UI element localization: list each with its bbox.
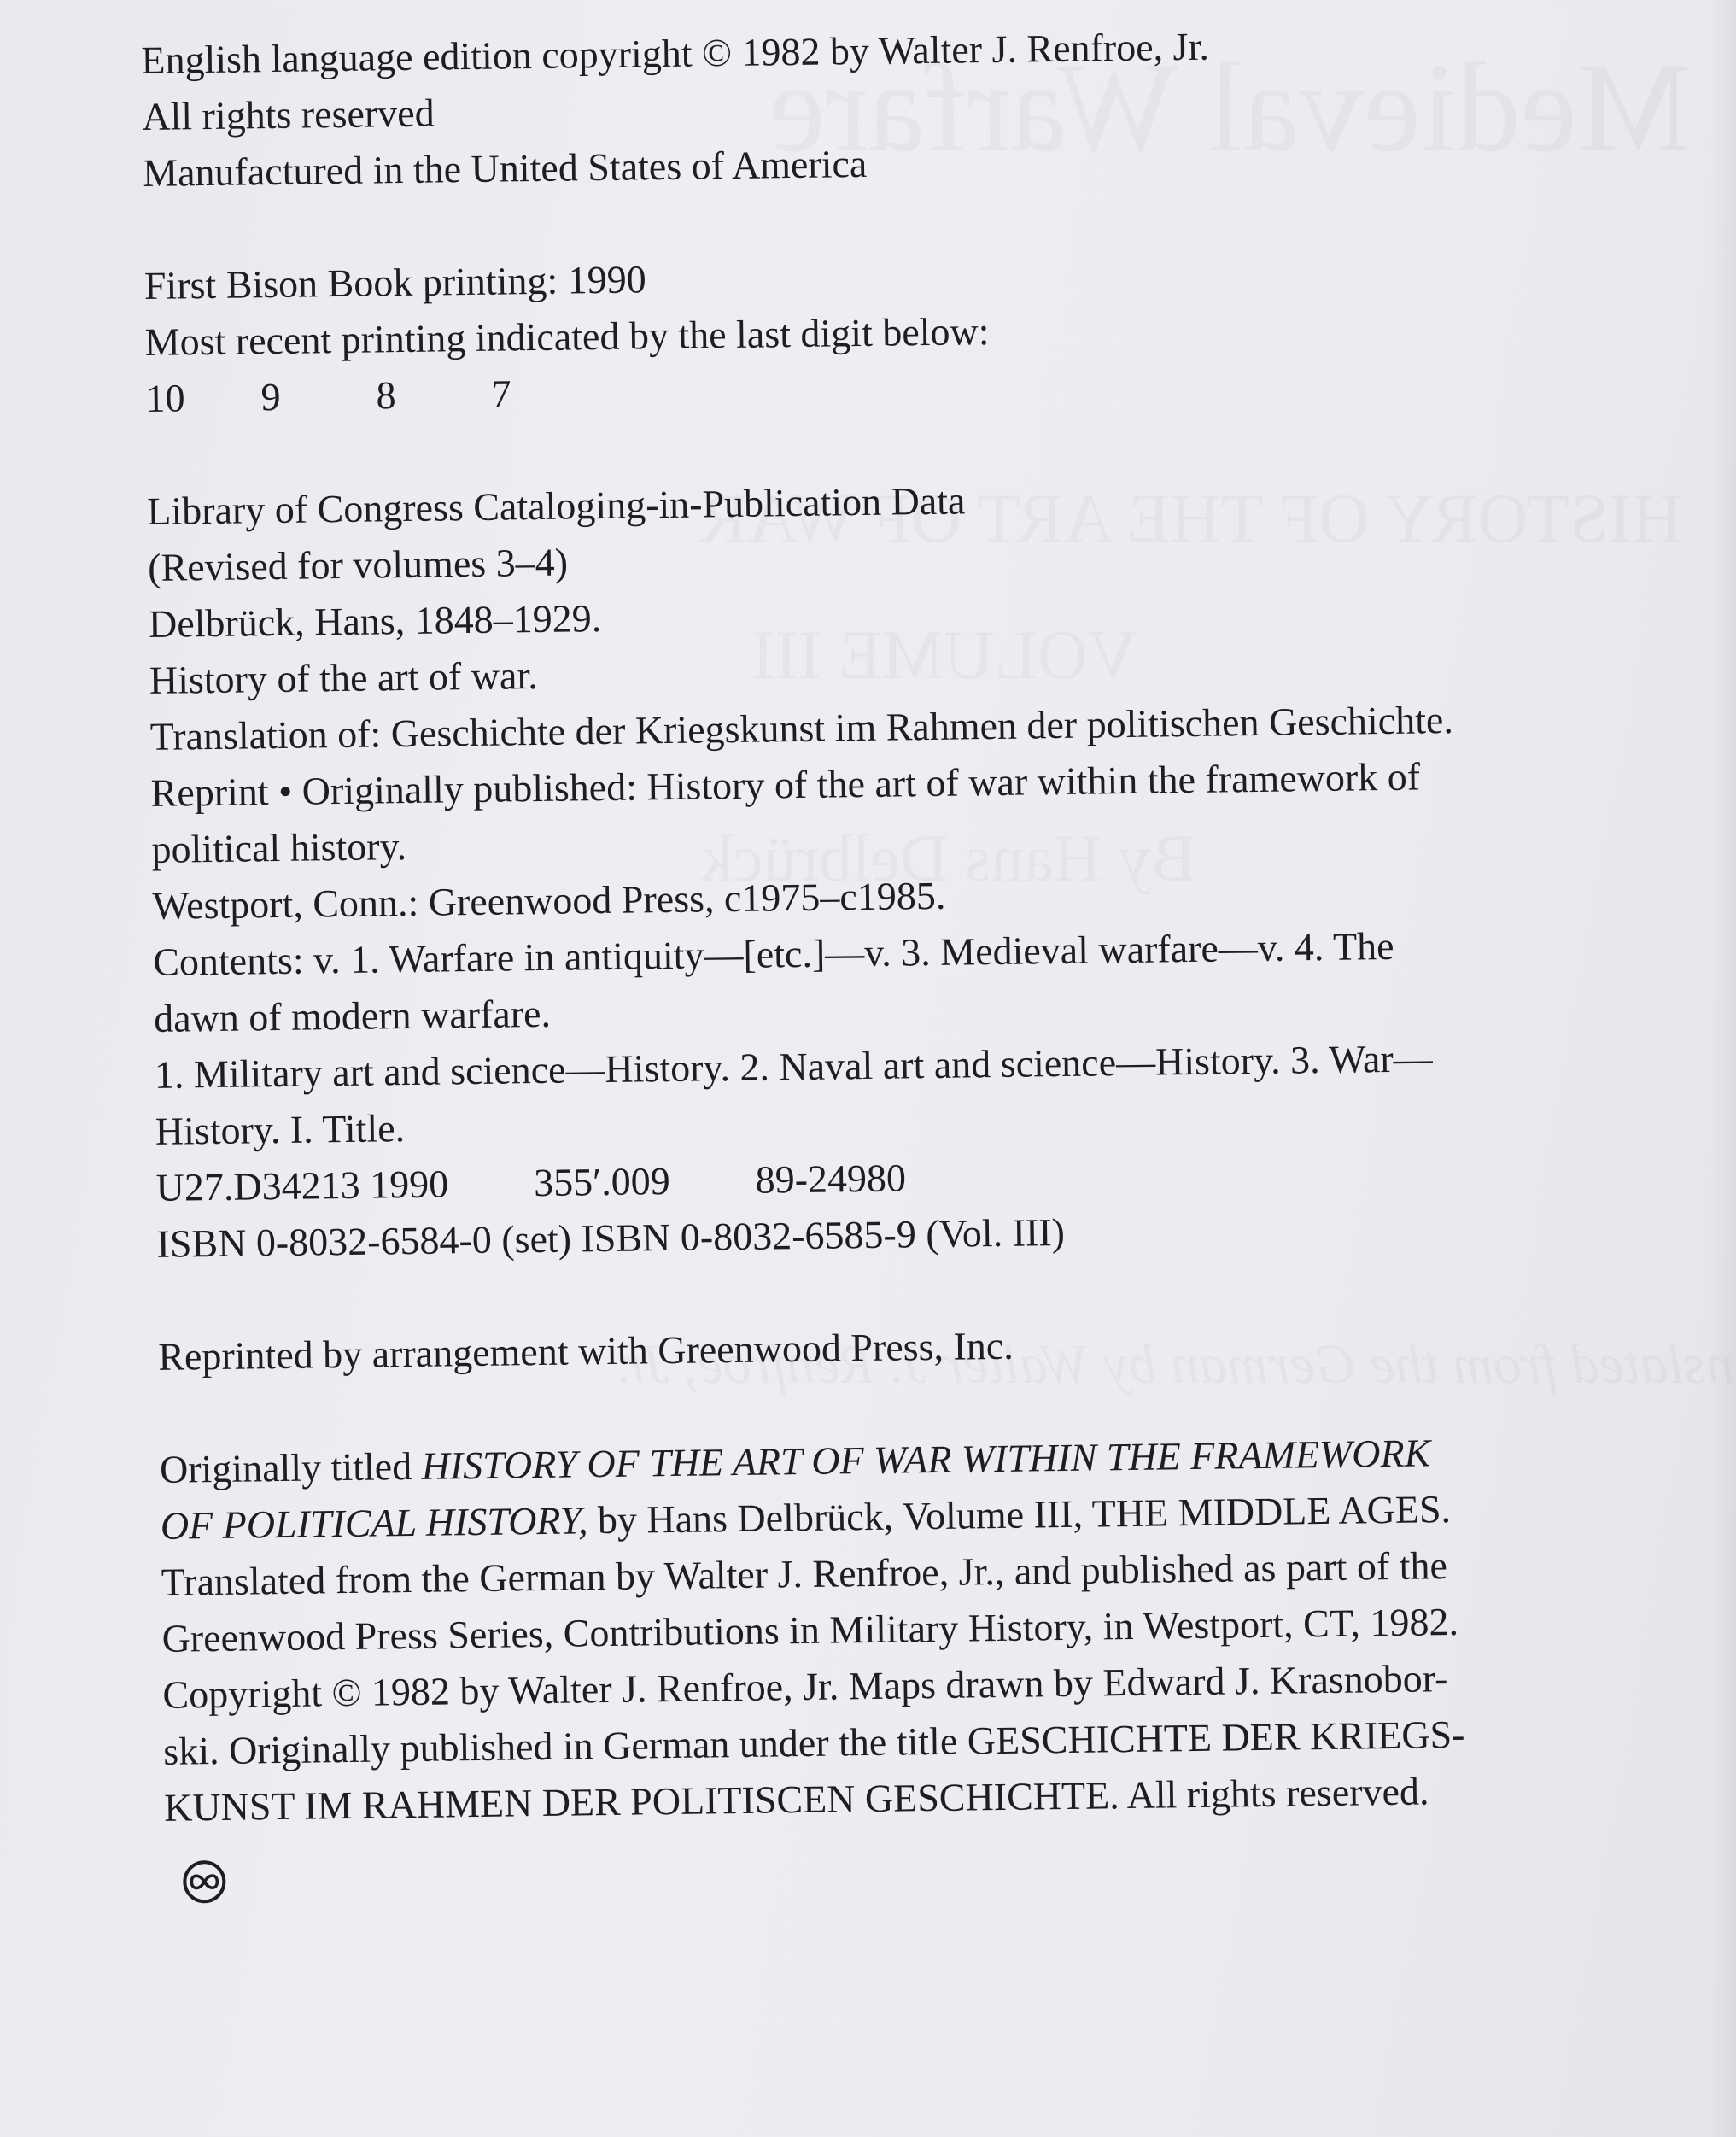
cip-line: History of the art of war.	[149, 653, 539, 702]
manufactured-line: Manufactured in the United States of America	[142, 141, 868, 195]
cip-block	[147, 463, 1694, 1272]
original-title-line: ski. Originally published in German under the title GESCHICHTE DER KRIEGS-	[163, 1712, 1465, 1773]
original-title-line: KUNST IM RAHMEN DER POLITISCEN GESCHICHTE. All rights reserved.	[163, 1769, 1429, 1830]
printing-digit: 7	[491, 372, 511, 416]
original-title-line: Greenwood Press Series, Contributions in Military History, in Westport, CT, 1982.	[161, 1599, 1459, 1660]
original-title-italic: HISTORY OF THE ART OF WAR WITHIN THE FRAMEWORK	[421, 1431, 1431, 1488]
cip-heading: Library of Congress Cataloging-in-Publication Data	[147, 478, 966, 533]
cip-line: History. I. Title.	[155, 1106, 406, 1153]
page-edge-shadow	[1710, 0, 1736, 2137]
first-printing-line: First Bison Book printing: 1990	[143, 257, 647, 307]
call-number: U27.D34213 1990	[155, 1162, 449, 1209]
reprint-note: Reprinted by arrangement with Greenwood Press, Inc.	[157, 1323, 1014, 1379]
printing-digit: 9	[260, 374, 281, 419]
recent-printing-line: Most recent printing indicated by the last digit below:	[144, 309, 990, 364]
cip-line: political history.	[151, 824, 407, 871]
original-title-italic: OF POLITICAL HISTORY,	[160, 1498, 588, 1548]
original-title-line: Translated from the German by Walter J. Renfroe, Jr., and published as part of the	[161, 1543, 1448, 1604]
cip-line: (Revised for volumes 3–4)	[147, 540, 569, 589]
original-title-prefix: Originally titled	[159, 1443, 422, 1491]
printing-digit: 8	[376, 373, 396, 418]
permanent-paper-icon	[182, 1859, 227, 1905]
lccn: 89-24980	[755, 1156, 907, 1202]
rights-line: All rights reserved	[141, 91, 435, 138]
original-title-block	[160, 1421, 1702, 1836]
cip-line: Delbrück, Hans, 1848–1929.	[148, 596, 602, 646]
copyright-page	[141, 12, 1703, 1908]
cip-line: Westport, Conn.: Greenwood Press, c1975–c1985.	[152, 873, 946, 928]
printing-digit: 10	[145, 376, 185, 420]
original-title-line: Copyright © 1982 by Walter J. Renfroe, Jr. Maps drawn by Edward J. Krasnobor-	[162, 1656, 1448, 1717]
copyright-line: English language edition copyright © 1982 by Walter J. Renfroe, Jr.	[141, 24, 1210, 82]
copyright-block	[141, 12, 1680, 202]
cip-line: Translation of: Geschichte der Kriegskunst im Rahmen der politischen Geschichte.	[149, 697, 1454, 758]
printing-block	[143, 237, 1682, 427]
classification-number: 355′.009	[533, 1159, 671, 1205]
cip-line: dawn of modern warfare.	[153, 991, 552, 1040]
cip-line: Contents: v. 1. Warfare in antiquity—[etc.]—v. 3. Medieval warfare—v. 4. The	[152, 923, 1394, 984]
original-title-rest: by Hans Delbrück, Volume III, THE MIDDLE AGES.	[587, 1487, 1452, 1543]
cip-line: 1. Military art and science—History. 2. Naval art and science—History. 3. War—	[154, 1036, 1434, 1097]
cip-line: Reprint • Originally published: History of the art of war within the framework of	[150, 754, 1421, 815]
isbn-line: ISBN 0-8032-6584-0 (set) ISBN 0-8032-6585-9 (Vol. III)	[156, 1209, 1066, 1266]
